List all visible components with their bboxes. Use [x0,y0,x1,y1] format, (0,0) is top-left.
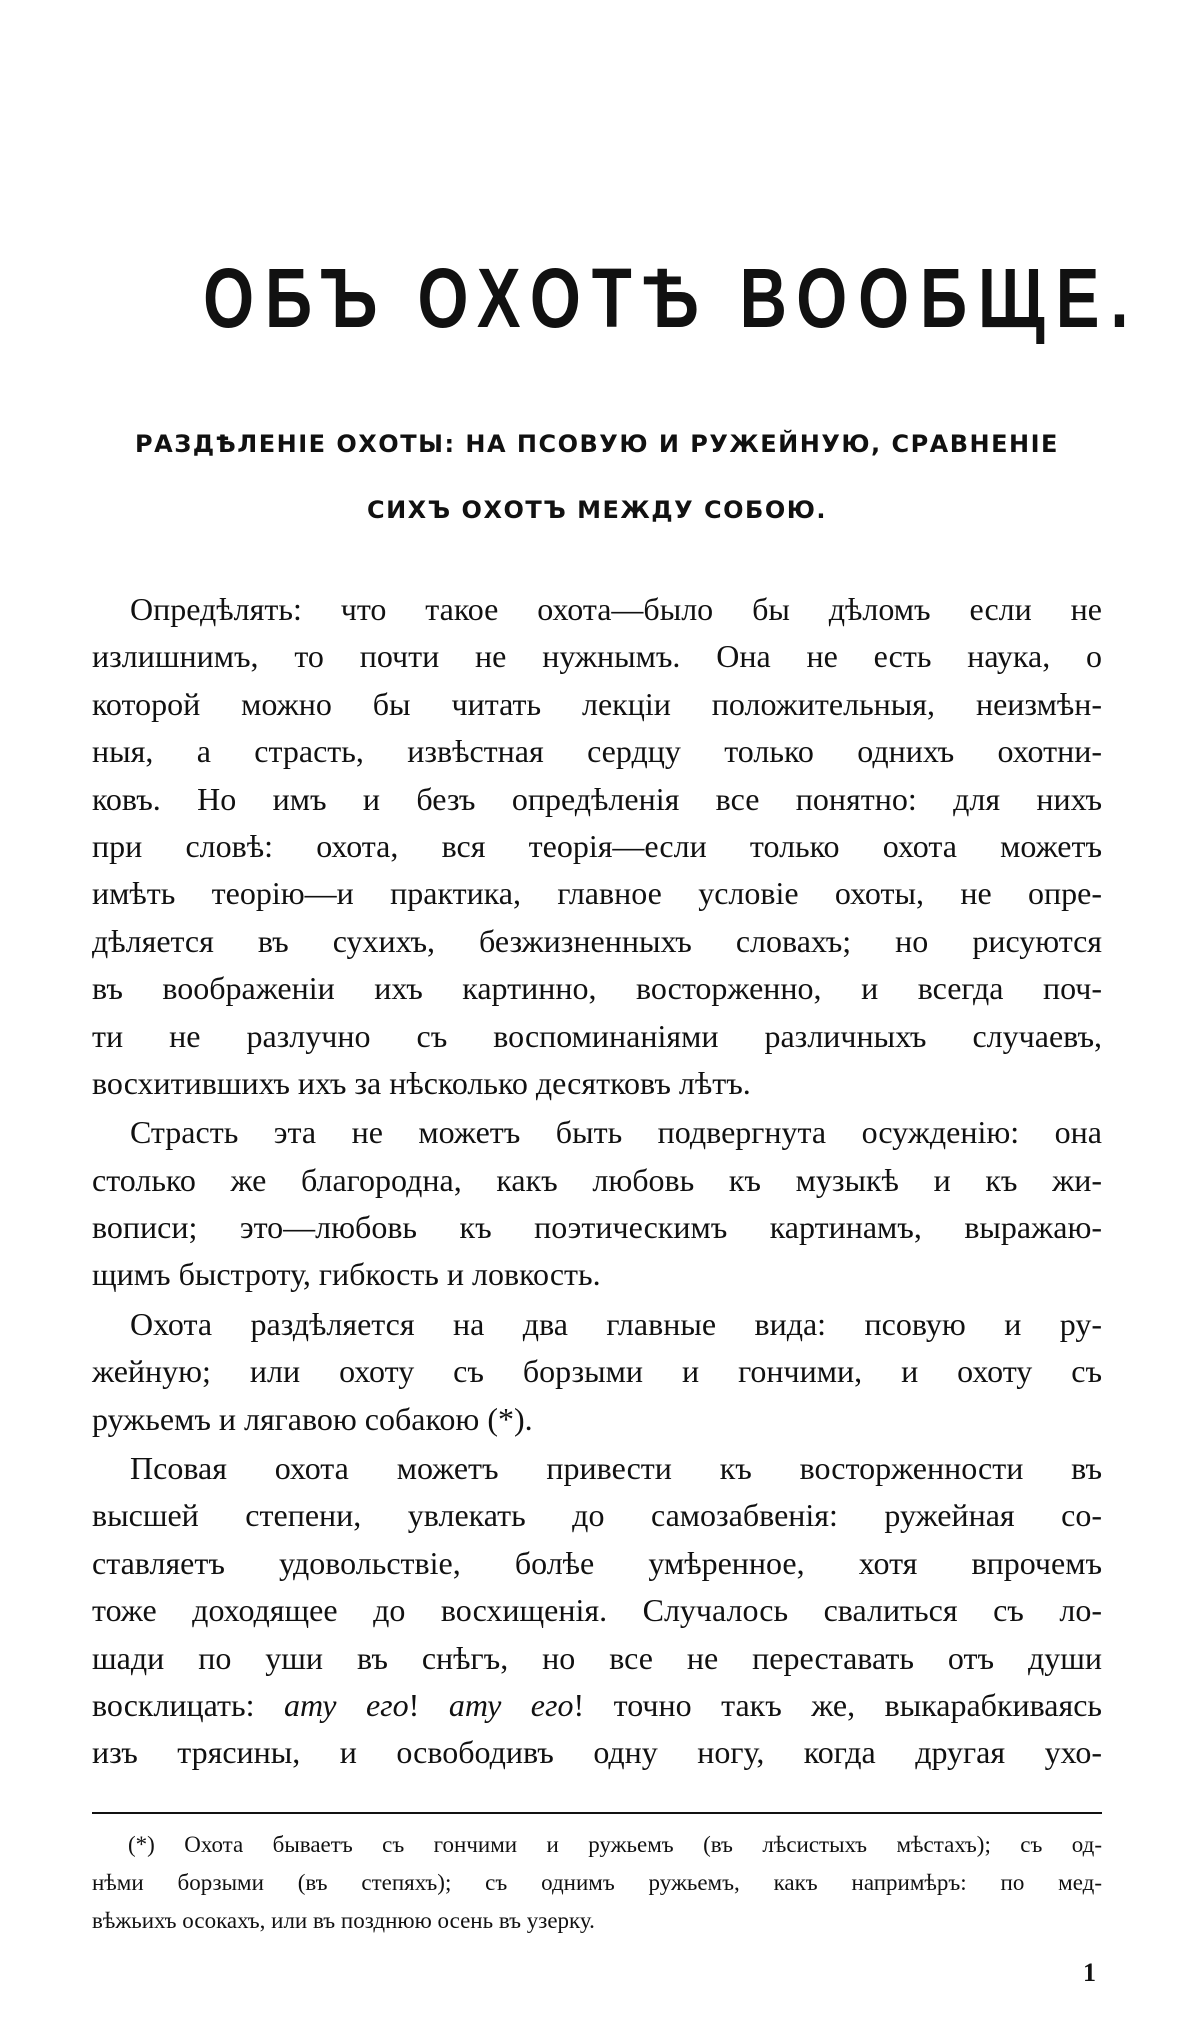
text-line: Страсть эта не можетъ быть подвергнута осужденію: она [130,1114,1102,1151]
paragraph-1 [92,586,1102,1107]
paragraph-3 [92,1301,1102,1443]
text-line: которой можно бы читать лекціи положительныя, неизмѣн- [92,685,1102,722]
text-line: щимъ быстроту, гибкость и ловкость. [92,1256,601,1293]
footnote-line: нѣми борзыми (въ степяхъ); съ однимъ ружьемъ, какъ напримѣръ: по мед- [92,1870,1102,1895]
text-fragment: восклицать: [92,1686,284,1723]
paragraph-4 [92,1445,1102,1777]
paragraph-2 [92,1109,1102,1299]
text-line: въ воображеніи ихъ картинно, восторженно, и всегда поч- [92,970,1102,1007]
text-line: излишнимъ, то почти не нужнымъ. Она не есть наука, о [92,638,1102,675]
text-line: столько же благородна, какъ любовь къ музыкѣ и къ жи- [92,1161,1102,1198]
text-line: имѣть теорію—и практика, главное условіе охоты, не опре- [92,875,1102,912]
body-text [92,586,1102,1779]
chapter-subtitle-line-2: СИХЪ ОХОТЪ МЕЖДУ СОБОЮ. [366,496,828,524]
text-line: Охота раздѣляется на два главные вида: псовую и ру- [130,1305,1102,1342]
text-line: шади по уши въ снѣгъ, но все не переставать отъ души [92,1639,1102,1676]
text-line: вописи; это—любовь къ поэтическимъ картинамъ, выражаю- [92,1209,1102,1246]
footnote [92,1826,1102,1940]
text-line: восхитившихъ ихъ за нѣсколько десятковъ лѣтъ. [92,1064,751,1101]
page-title: ОБЪ ОХОТѢ ВООБЩЕ. [203,251,1140,345]
italic-exclamation: ату его [283,1686,409,1723]
text-line: ковъ. Но имъ и безъ опредѣленія все понятно: для нихъ [92,780,1102,817]
text-line-exclamation [92,1682,1102,1729]
text-line: Опредѣлять: что такое охота—было бы дѣломъ если не [130,591,1102,627]
text-line: тоже доходящее до восхищенія. Случалось свалиться съ ло- [92,1592,1102,1629]
italic-exclamation: ату его [448,1686,574,1723]
footnote-line: вѣжьихъ осокахъ, или въ позднюю осень въ узерку. [92,1908,595,1933]
text-line: при словѣ: охота, вся теорія—если только охота можетъ [92,827,1102,864]
text-line: изъ трясины, и освободивъ одну ногу, когда другая ухо- [92,1734,1102,1771]
text-line: ружьемъ и лягавою собакою (*). [92,1400,533,1437]
text-line: Псовая охота можетъ привести къ восторженности въ [130,1450,1102,1487]
text-fragment: ! [408,1686,449,1723]
footnote-line: (*) Охота бываетъ съ гончими и ружьемъ (въ лѣсистыхъ мѣстахъ); съ од- [128,1832,1102,1857]
footnote-divider [92,1812,1102,1814]
text-line: ставляетъ удовольствіе, болѣе умѣренное, хотя впрочемъ [92,1544,1102,1581]
chapter-subtitle-line-1: РАЗДѢЛЕНІЕ ОХОТЫ: НА ПСОВУЮ И РУЖЕЙНУЮ, СРАВНЕНІЕ [135,430,1059,458]
text-line: ти не разлучно съ воспоминаніями различныхъ случаевъ, [92,1017,1102,1054]
text-line: высшей степени, увлекать до самозабвенія: ружейная со- [92,1497,1102,1534]
page-number: 1 [1083,1958,1096,1987]
text-line: ныя, а страсть, извѣстная сердцу только однихъ охотни- [92,733,1102,770]
text-fragment: ! точно такъ же, выкарабкиваясь [573,1686,1103,1723]
book-page [92,0,1140,2031]
text-line: жейную; или охоту съ борзыми и гончими, и охоту съ [92,1353,1102,1390]
text-line: дѣляется въ сухихъ, безжизненныхъ словахъ; но рисуются [92,922,1102,959]
